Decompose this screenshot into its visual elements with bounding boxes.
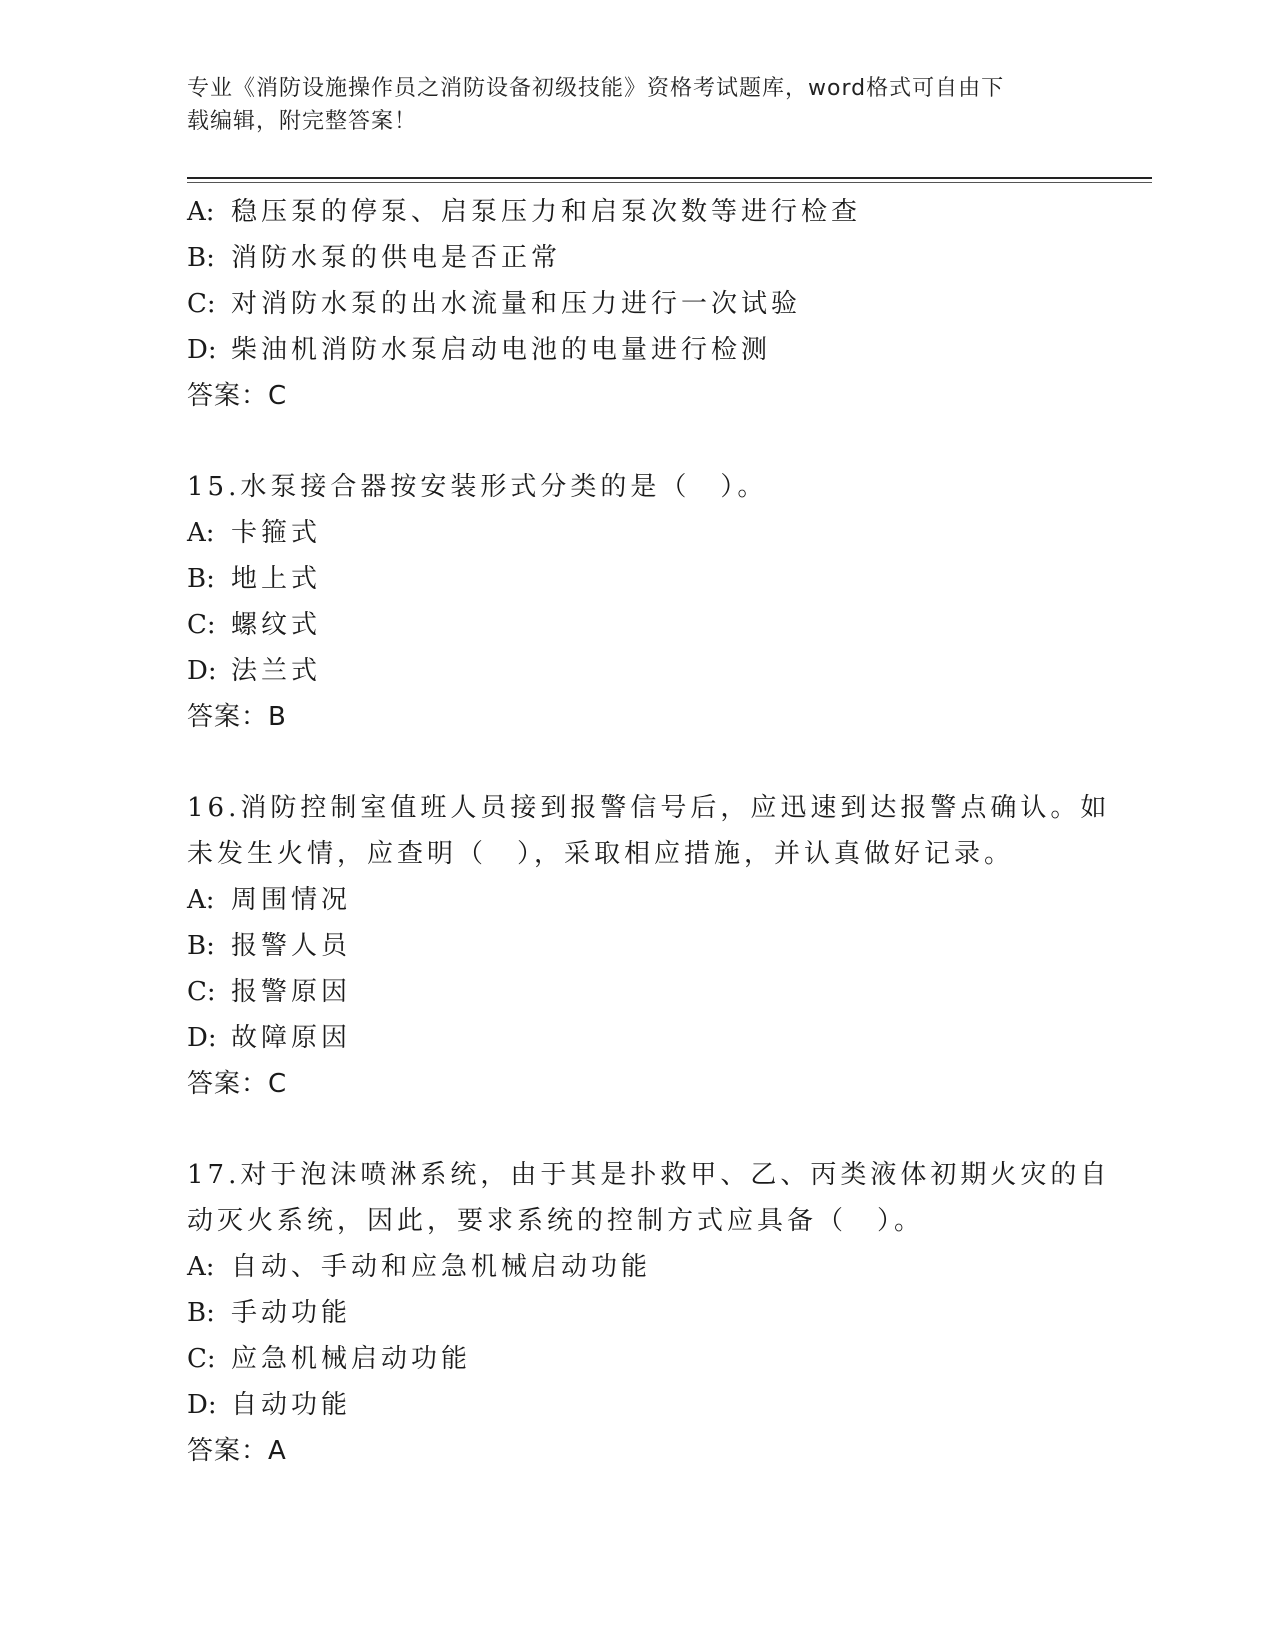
option-a: [187, 877, 1087, 923]
question-14: [187, 189, 1087, 419]
question-text: 15.水泵接合器按安装形式分类的是（ ）。: [187, 472, 768, 502]
option-text: 稳压泵的停泵、启泵压力和启泵次数等进行检查: [231, 197, 862, 227]
option-d: [187, 327, 1087, 373]
option-letter: C:: [187, 289, 216, 319]
option-letter: B:: [187, 931, 215, 961]
option-text: 自动、手动和应急机械启动功能: [231, 1252, 652, 1282]
header-line-1: 专业《消防设施操作员之消防设备初级技能》资格考试题库，word格式可自由下: [187, 76, 1005, 101]
option-letter: B:: [187, 564, 215, 594]
option-c: [187, 1336, 1087, 1382]
option-letter: C:: [187, 610, 216, 640]
option-text: 报警原因: [231, 977, 352, 1007]
question-text: 未发生火情，应查明（ ），采取相应措施，并认真做好记录。: [187, 839, 1015, 869]
question-gap: [187, 419, 1087, 464]
question-text: 16.消防控制室值班人员接到报警信号后，应迅速到达报警点确认。如: [187, 793, 1111, 823]
option-letter: A:: [187, 885, 215, 915]
option-a: [187, 1244, 1087, 1290]
option-text: 周围情况: [231, 885, 352, 915]
option-text: 应急机械启动功能: [231, 1344, 472, 1374]
option-text: 柴油机消防水泵启动电池的电量进行检测: [231, 335, 772, 365]
header-line-2: 载编辑，附完整答案！: [187, 109, 418, 134]
option-a: [187, 189, 1087, 235]
option-letter: A:: [187, 518, 215, 548]
question-text: 动灭火系统，因此，要求系统的控制方式应具备（ ）。: [187, 1206, 925, 1236]
answer: 答案：A: [187, 1436, 287, 1466]
option-letter: C:: [187, 977, 216, 1007]
option-a: [187, 510, 1087, 556]
question-15: [187, 464, 1087, 740]
option-text: 卡箍式: [231, 518, 322, 548]
option-text: 故障原因: [231, 1023, 352, 1053]
option-c: [187, 281, 1087, 327]
option-b: [187, 556, 1087, 602]
option-d: [187, 1382, 1087, 1428]
question-gap: [187, 1107, 1087, 1152]
option-letter: D:: [187, 656, 217, 686]
option-text: 报警人员: [231, 931, 352, 961]
option-text: 对消防水泵的出水流量和压力进行一次试验: [231, 289, 802, 319]
option-letter: D:: [187, 1023, 217, 1053]
option-c: [187, 969, 1087, 1015]
option-b: [187, 235, 1087, 281]
option-letter: D:: [187, 1390, 217, 1420]
option-text: 法兰式: [231, 656, 322, 686]
option-letter: C:: [187, 1344, 216, 1374]
question-list: [187, 189, 1111, 1474]
answer: 答案：C: [187, 1069, 288, 1099]
answer: 答案：B: [187, 702, 287, 732]
header-rule-thin: [187, 182, 1152, 183]
document-header: [187, 72, 1067, 138]
option-text: 自动功能: [231, 1390, 352, 1420]
option-text: 消防水泵的供电是否正常: [231, 243, 562, 273]
question-text: 17.对于泡沫喷淋系统，由于其是扑救甲、乙、丙类液体初期火灾的自: [187, 1160, 1111, 1190]
option-letter: D:: [187, 335, 217, 365]
option-letter: A:: [187, 1252, 215, 1282]
option-letter: B:: [187, 1298, 215, 1328]
question-17: [187, 1152, 1111, 1474]
header-rule-thick: [187, 177, 1152, 179]
option-d: [187, 1015, 1087, 1061]
question-gap: [187, 740, 1087, 785]
option-letter: B:: [187, 243, 215, 273]
option-text: 地上式: [231, 564, 322, 594]
option-text: 手动功能: [231, 1298, 352, 1328]
option-b: [187, 1290, 1087, 1336]
option-b: [187, 923, 1087, 969]
question-16: [187, 785, 1111, 1107]
option-c: [187, 602, 1087, 648]
option-text: 螺纹式: [231, 610, 322, 640]
option-d: [187, 648, 1087, 694]
answer: 答案：C: [187, 381, 288, 411]
option-letter: A:: [187, 197, 215, 227]
